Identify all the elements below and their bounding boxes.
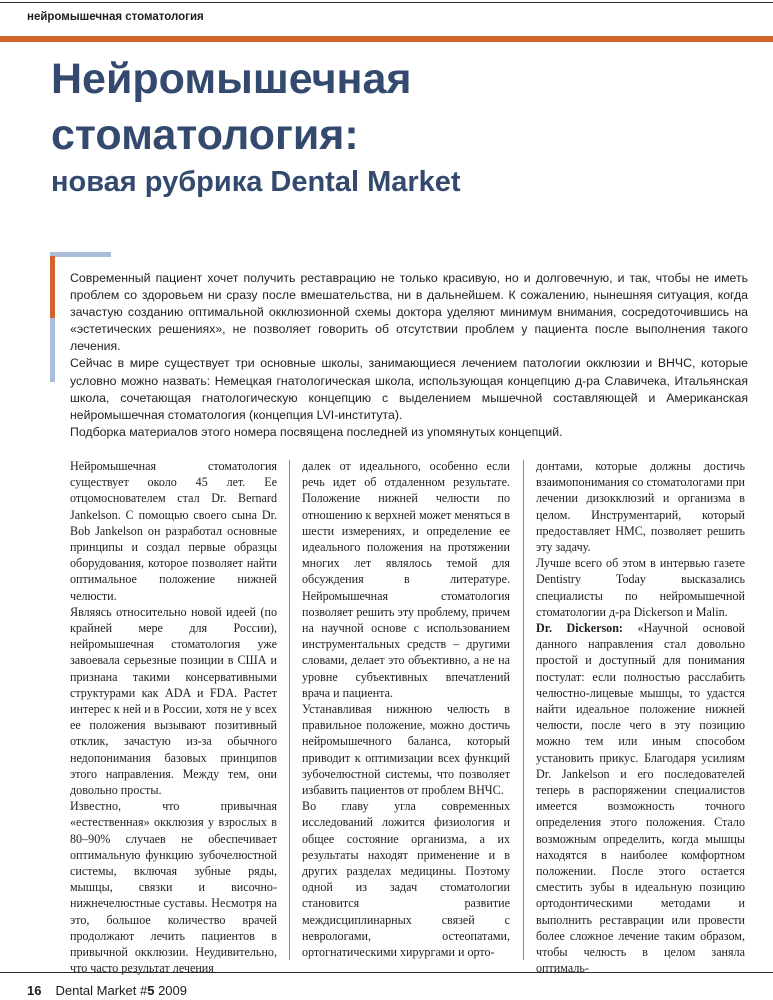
body-column-2 bbox=[302, 458, 510, 960]
body-paragraph: Известно, что привычная «естественная» окклюзия у взрослых в 80–90% случаев не обеспечивает оптимальную функцию зубочелюстной системы, включая зубные ряды, мышцы, связки и височно-нижнечелюстные суставы. Несмотря на это, большое количество врачей продолжают лечить пациентов в привычной окклюзии. Неудивительно, что часто результат лечения bbox=[70, 799, 277, 976]
body-paragraph: донтами, которые должны достичь взаимопонимания со стоматологами при лечении дизокклюзий и организма в целом. Инструментарий, который предоставляет НМС, позволяет решить эту задачу. bbox=[536, 459, 745, 555]
interview-speaker: Dr. Dickerson: bbox=[536, 621, 623, 636]
lead-paragraph: Современный пациент хочет получить реставрацию не только красивую, но и долговечную, и так, чтобы не иметь проблем со здоровьем ни сразу после вмешательства, ни в дальнейшем. К сожалению, нынешняя ситуация, когда зачастую созданию оптимальной окклюзионной схемы доктора уделяют минимум внимания, сосредоточившись на «эстетических решениях», не позволяет говорить об отсутствии проблем у пациента после выполнения такого лечения. bbox=[70, 271, 748, 354]
body-paragraph: Во главу угла современных исследований ложится физиология и общее состояние организма, а их результаты находят применение и в других разделах медицины. Поэтому одной из задач стоматологии становится развитие междисциплинарных связей с неврологами, остеопатами, ортогнатическими хирургами и орто- bbox=[302, 799, 510, 960]
header-accent-bar bbox=[0, 36, 773, 42]
body-paragraph: Являясь относительно новой идеей (по крайней мере для России), нейромышечная стоматология уже завоевала серьезные позиции в США и признана такими консервативными структурами как ADA и FDA. Растет интерес к ней и в России, хотя не у всех ее положения вызывают позитивный отклик, зачастую из-за обычного недопонимания базовых принципов этого направления. Между тем, они довольно просты. bbox=[70, 604, 277, 798]
article-title-line-2: стоматология: bbox=[51, 111, 359, 159]
header-rule bbox=[0, 2, 773, 3]
issue-number: 5 bbox=[147, 983, 155, 998]
page-number: 16 bbox=[27, 983, 42, 998]
lead-bracket-side bbox=[50, 318, 55, 382]
column-divider bbox=[289, 460, 290, 960]
article-subtitle: новая рубрика Dental Market bbox=[51, 166, 461, 198]
page-footer bbox=[27, 983, 187, 998]
footer-rule bbox=[0, 972, 773, 973]
body-column-3 bbox=[536, 458, 745, 977]
article-title-line-1: Нейромышечная bbox=[51, 55, 412, 103]
interview-quote: «Научной основой данного направления стал довольно простой и доступный для понимания постулат: если полностью расслабить челюстно-лицевые мышцы, то удастся найти идеальное положение нижней челюсти, после чего в эту позицию можно тем или иным способом установить прикус. Благодаря усилиям Dr. Jankelson и его последователей теперь в распоряжении специалистов имеется возможность точного определения этого положения. Стало возможным определить, когда мышцы находятся в наиболее комфортном положении. После этого остается сместить зубы в идеальную позицию ортодонтическими методами и выполнить реставрации или провести более сложное лечение таким образом, чтобы челюсть в целом заняла оптималь- bbox=[536, 621, 745, 976]
body-column-1 bbox=[70, 458, 277, 977]
body-paragraph: Нейромышечная стоматология существует около 45 лет. Ее отцомоснователем стал Dr. Bernard Jankelson. С помощью своего сына Dr. Bob Jankelson он разработал основные принципы и создал первые образцы оборудования, которое позволяет найти оптимальное положение нижней челюсти. bbox=[70, 459, 277, 603]
column-divider bbox=[523, 460, 524, 960]
lead-paragraph: Подборка материалов этого номера посвящена последней из упомянутых концепций. bbox=[70, 424, 563, 439]
body-paragraph: далек от идеального, особенно если речь идет об отдаленном результате. Положение нижней челюсти по отношению к верхней может меняться в шести измерениях, и определение ее идеального положения на протяжении многих лет являлось темой для обсуждения в литературе. Нейромышечная стоматология позволяет решить эту проблему, причем на научной основе с использованием инструментальных средств – другими словами, делает это объективно, а не на уровне субъективных впечатлений врача и пациента. bbox=[302, 459, 510, 700]
body-paragraph: Устанавливая нижнюю челюсть в правильное положение, можно достичь нейромышечного баланса, который приводит к оптимизации всех функций зубочелюстной системы, что позволяет избавить пациентов от проблем ВНЧС. bbox=[302, 702, 510, 798]
body-paragraph: Лучше всего об этом в интервью газете Dentistry Today высказались специалисты по нейромышечной стоматологии д-ра Dickerson и Malin. bbox=[536, 556, 745, 619]
lead-bracket-accent bbox=[50, 256, 55, 318]
interview-paragraph bbox=[536, 620, 745, 976]
section-label: нейромышечная стоматология bbox=[27, 11, 204, 23]
magazine-name: Dental Market # bbox=[55, 983, 148, 998]
issue-year: 2009 bbox=[154, 983, 188, 998]
lead-paragraphs bbox=[70, 270, 748, 441]
lead-bracket-top bbox=[50, 252, 111, 257]
lead-paragraph: Сейчас в мире существует три основные школы, занимающиеся лечением патологии окклюзии и ВНЧС, которые условно можно назвать: Немецкая гнатологическая школа, использующая концепцию д-ра Славичека, Итальянская школа, сочетающая гнатологическую концепцию с выделением мышечной составляющей и Американская нейромышечная стоматология (концепция LVI-института). bbox=[70, 356, 748, 422]
